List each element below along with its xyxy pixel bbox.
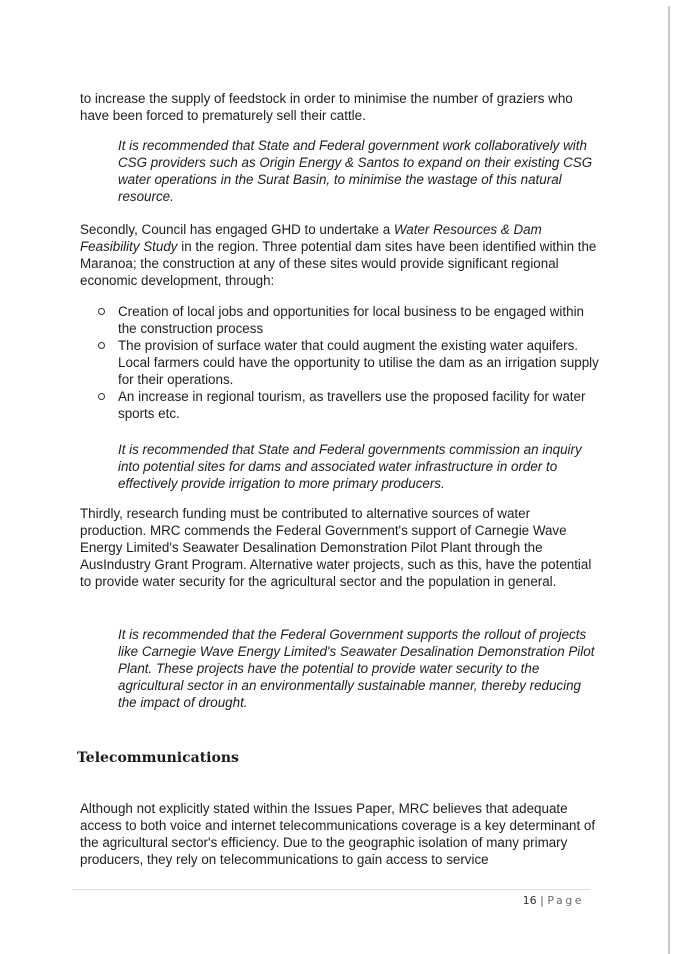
- page-footer: [520, 894, 584, 907]
- list-item: [96, 388, 606, 422]
- footer-divider: [72, 889, 590, 890]
- hollow-bullet-icon: [98, 308, 105, 315]
- page-edge-border: [668, 6, 670, 954]
- list-item-text: Creation of local jobs and opportunities for local business to be engaged within the construction process: [118, 304, 584, 336]
- secondly-text-post: in the region. Three potential dam sites have been identified within the Maranoa; the construction at any of these sites would provide significant regional economic development, through:: [80, 239, 597, 288]
- study-title: Water Resources & Dam Feasibility Study: [80, 222, 542, 254]
- list-item-text: An increase in regional tourism, as travellers use the proposed facility for water sports etc.: [118, 389, 586, 421]
- secondly-paragraph: [80, 221, 600, 289]
- hollow-bullet-icon: [98, 393, 105, 400]
- list-item: [96, 337, 606, 388]
- thirdly-paragraph: Thirdly, research funding must be contributed to alternative sources of water production. MRC commends the Federal Government's support of Carnegie Wave Energy Limited's Seawater Desalination Demonstration Pilot Plant through the AusIndustry Grant Program. Alternative water projects, such as this, have the potential to provide water security for the agricultural sector and the population in general.: [80, 506, 592, 589]
- dam-benefits-list: [96, 303, 606, 422]
- intro-paragraph: to increase the supply of feedstock in order to minimise the number of graziers who have been forced to prematurely sell their cattle.: [80, 91, 573, 123]
- page-label: Page: [547, 894, 584, 907]
- footer-separator: |: [540, 894, 544, 907]
- recommendation-csg-water: It is recommended that State and Federal government work collaboratively with CSG providers such as Origin Energy & Santos to expand on their existing CSG water operations in the Surat Basin, to minimise the wastage of this natural resource.: [118, 138, 593, 204]
- secondly-text-pre: Secondly, Council has engaged GHD to undertake a: [80, 222, 394, 237]
- recommendation-desalination: It is recommended that the Federal Government supports the rollout of projects like Carnegie Wave Energy Limited's Seawater Desalination Demonstration Pilot Plant. These projects have the potential to provide water security to the agricultural sector in an environmentally sustainable manner, thereby reducing the impact of drought.: [118, 627, 595, 710]
- telecom-paragraph: Although not explicitly stated within the Issues Paper, MRC believes that adequate access to both voice and internet telecommunications coverage is a key determinant of the agricultural sector's efficiency. Due to the geographic isolation of many primary producers, they rely on telecommunications to gain access to service: [80, 801, 596, 867]
- section-heading-telecommunications: Telecommunications: [77, 750, 239, 766]
- hollow-bullet-icon: [98, 342, 105, 349]
- page-number: 16: [522, 894, 537, 907]
- recommendation-dam-inquiry: It is recommended that State and Federal governments commission an inquiry into potential sites for dams and associated water infrastructure in order to effectively provide irrigation to more primary producers.: [118, 442, 582, 491]
- list-item: [96, 303, 606, 337]
- list-item-text: The provision of surface water that could augment the existing water aquifers. Local farmers could have the opportunity to utilise the dam as an irrigation supply for their operations.: [118, 338, 599, 387]
